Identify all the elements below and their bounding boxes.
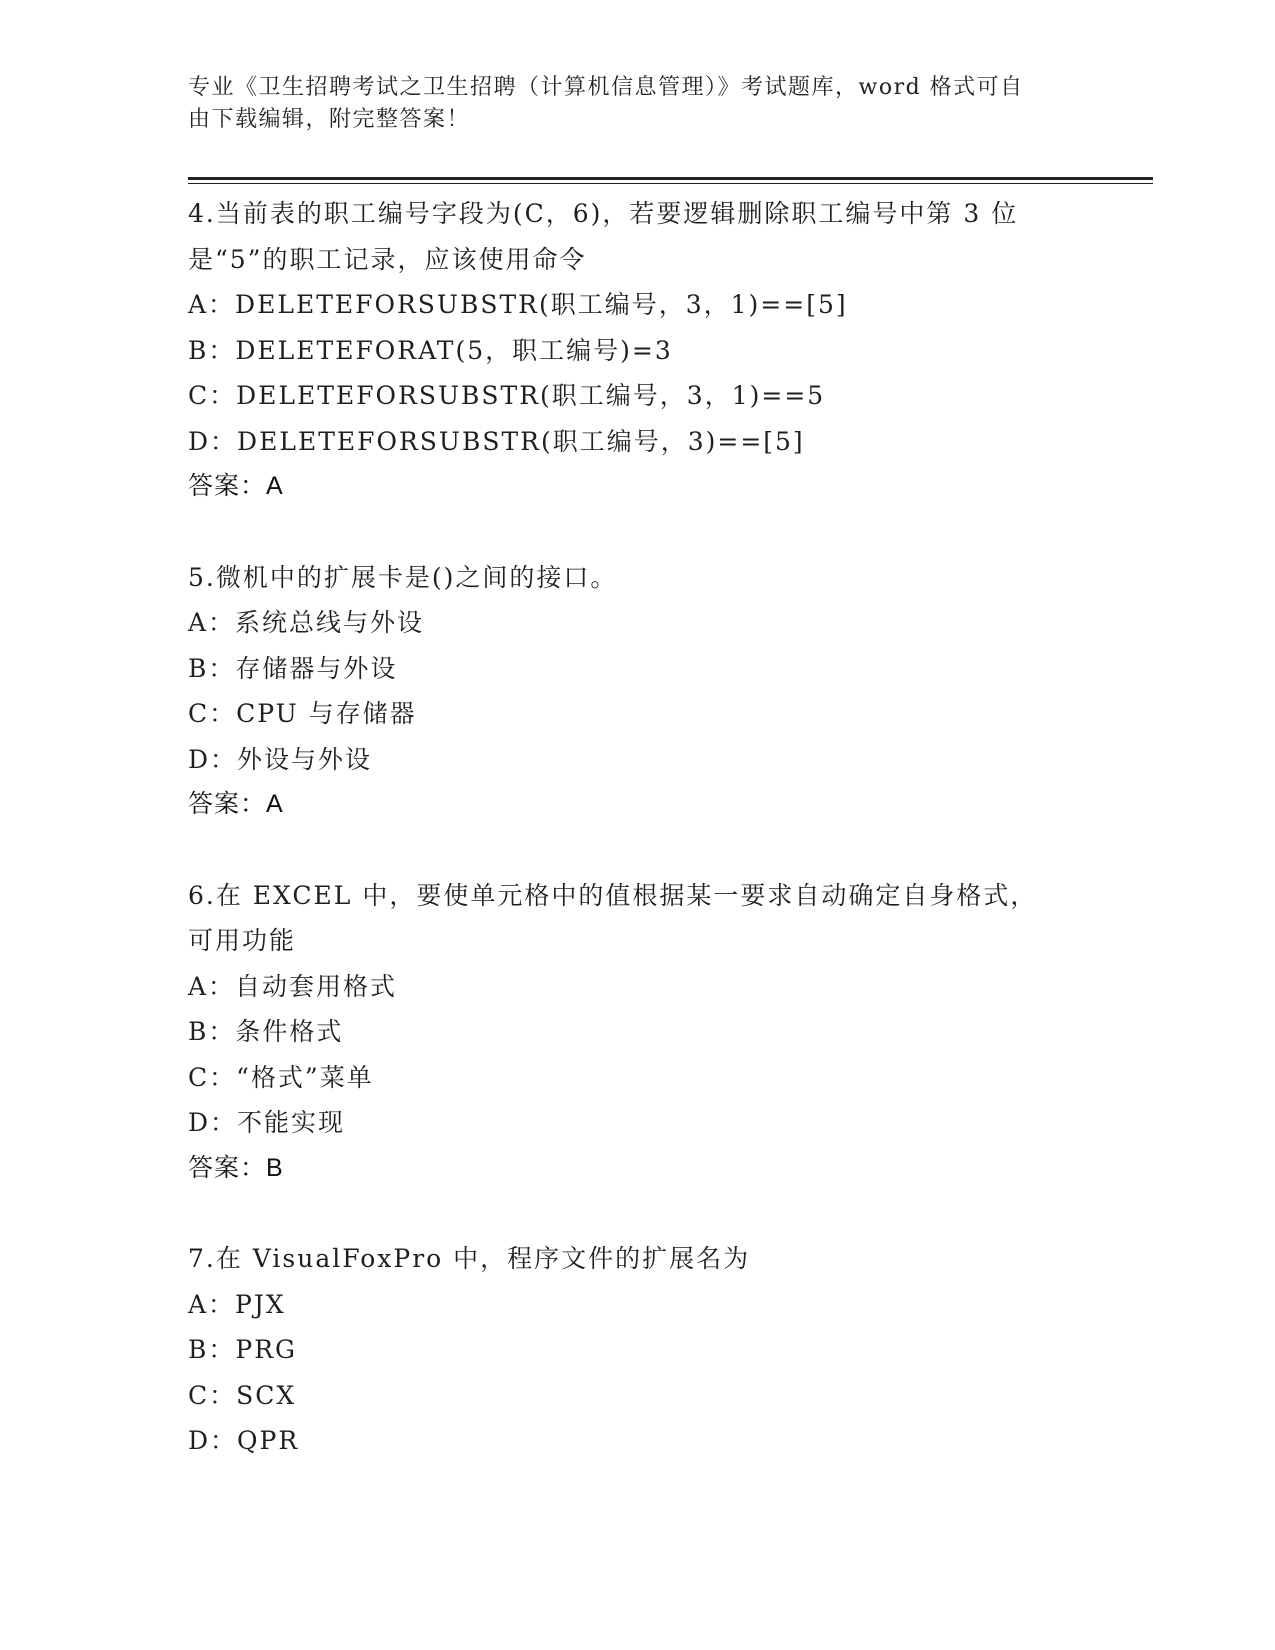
question-stem-line-2: 是“5”的职工记录，应该使用命令 [188, 244, 587, 274]
option-a: A：系统总线与外设 [188, 608, 425, 637]
question-7 [188, 1236, 1088, 1464]
header-divider-thin [188, 183, 1153, 184]
question-stem-line-1: 6.在 EXCEL 中，要使单元格中的值根据某一要求自动确定自身格式， [188, 880, 1038, 910]
option-b: B：存储器与外设 [188, 653, 398, 683]
question-stem-line-1: 4.当前表的职工编号字段为(C，6)，若要逻辑删除职工编号中第 3 位 [188, 199, 1019, 228]
option-d: D：外设与外设 [188, 744, 373, 774]
question-list [188, 191, 1088, 1464]
question-spacer [188, 510, 1088, 555]
question-spacer [188, 1191, 1088, 1236]
option-c: C：DELETEFORSUBSTR(职工编号，3，1)==5 [188, 381, 826, 410]
answer-line: 答案：A [188, 472, 284, 500]
question-4 [188, 191, 1088, 510]
option-b: B：条件格式 [188, 1017, 344, 1046]
option-c: C：SCX [188, 1380, 297, 1410]
question-stem [188, 873, 1068, 964]
option-c: C：CPU 与存储器 [188, 699, 417, 728]
option-d: D：QPR [188, 1426, 300, 1455]
question-stem-line-2: 可用功能 [188, 926, 297, 955]
option-c: C：“格式”菜单 [188, 1062, 374, 1092]
option-a: A：自动套用格式 [188, 971, 398, 1001]
answer-line: 答案：B [188, 1153, 284, 1182]
question-stem-line-1: 7.在 VisualFoxPro 中，程序文件的扩展名为 [188, 1244, 751, 1273]
option-a: A：PJX [188, 1289, 286, 1319]
intro-line-2: 由下载编辑，附完整答案！ [188, 107, 471, 132]
option-d: D：不能实现 [188, 1108, 346, 1137]
header-divider-thick [188, 177, 1153, 180]
answer-line: 答案：A [188, 790, 284, 818]
document-intro [188, 72, 1068, 136]
option-d: D：DELETEFORSUBSTR(职工编号，3)==[5] [188, 426, 805, 456]
question-5 [188, 555, 1088, 828]
question-stem [188, 1236, 1068, 1282]
question-spacer [188, 828, 1088, 873]
option-b: B：DELETEFORAT(5，职工编号)=3 [188, 335, 673, 365]
intro-line-1: 专业《卫生招聘考试之卫生招聘（计算机信息管理）》考试题库，word 格式可自 [188, 75, 1024, 100]
option-a: A：DELETEFORSUBSTR(职工编号，3，1)==[5] [188, 290, 848, 319]
question-stem [188, 191, 1068, 282]
option-b: B：PRG [188, 1335, 297, 1364]
question-stem-line-1: 5.微机中的扩展卡是()之间的接口。 [188, 562, 618, 592]
question-stem [188, 555, 1068, 601]
question-6 [188, 873, 1088, 1192]
